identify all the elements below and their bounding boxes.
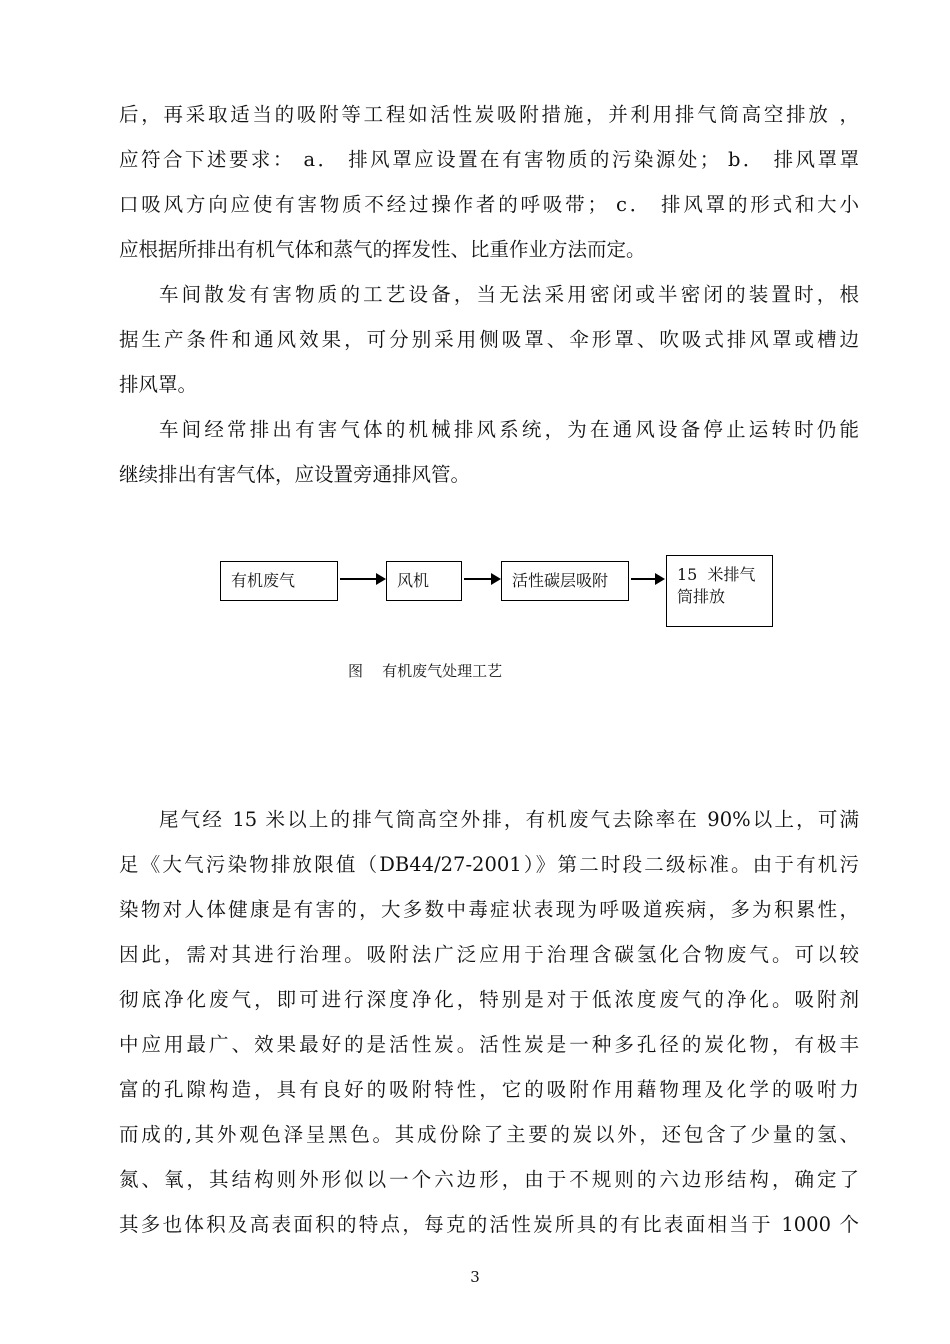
- figure-caption: 图 有机废气处理工艺: [348, 662, 503, 680]
- paragraph-line: 车间经常排出有害气体的机械排风系统，为在通风设备停止运转时仍能: [159, 418, 859, 441]
- flow-box-fan: [386, 561, 462, 601]
- flow-box-stack-discharge: [666, 555, 773, 627]
- flow-arrow-2: [464, 578, 499, 580]
- paragraph-line: 尾气经 15 米以上的排气筒高空外排，有机废气去除率在 90%以上，可满: [159, 808, 859, 831]
- flow-box-organic-waste-gas: [220, 561, 338, 601]
- paragraph-1: [119, 92, 859, 272]
- flow-box-label: 风机: [397, 571, 430, 590]
- paragraph-line: 染物对人体健康是有害的，大多数中毒症状表现为呼吸道疾病，多为积累性，: [119, 898, 859, 921]
- paragraph-line: 氮、氧，其结构则外形似以一个六边形，由于不规则的六边形结构，确定了: [119, 1168, 859, 1191]
- paragraph-line: 富的孔隙构造，具有良好的吸附特性，它的吸附作用藉物理及化学的吸咐力: [119, 1078, 859, 1101]
- paragraph-line: 据生产条件和通风效果，可分别采用侧吸罩、伞形罩、吹吸式排风罩或槽边: [119, 328, 859, 351]
- paragraph-line: 因此，需对其进行治理。吸附法广泛应用于治理含碳氢化合物废气。可以较: [119, 943, 859, 966]
- flow-arrow-3: [631, 578, 663, 580]
- paragraph-line: 后，再采取适当的吸附等工程如活性炭吸附措施，并利用排气筒高空排放 ，: [119, 103, 859, 126]
- paragraph-line: 其多也体积及高表面积的特点，每克的活性炭所具的有比表面相当于 1000 个: [119, 1213, 859, 1236]
- flow-box-activated-carbon-adsorption: [501, 561, 629, 601]
- flow-box-label: 活性碳层吸附: [512, 571, 609, 590]
- paragraph-2: [119, 272, 859, 407]
- paragraph-line: 足《大气污染物排放限值（DB44/27-2001）》第二时段二级标准。由于有机污: [119, 853, 859, 876]
- paragraph-line: 而成的,其外观色泽呈黑色。其成份除了主要的炭以外，还包含了少量的氢、: [119, 1123, 859, 1146]
- paragraph-line: 继续排出有害气体，应设置旁通排风管。: [119, 463, 471, 486]
- flow-arrow-1: [340, 578, 384, 580]
- flow-box-label: 15 米排气: [677, 565, 756, 584]
- paragraph-line: 应符合下述要求： a． 排风罩应设置在有害物质的污染源处； b． 排风罩罩: [119, 148, 859, 171]
- paragraph-line: 彻底净化废气，即可进行深度净化，特别是对于低浓度废气的净化。吸附剂: [119, 988, 859, 1011]
- paragraph-line: 应根据所排出有机气体和蒸气的挥发性、比重作业方法而定。: [119, 238, 646, 261]
- paragraph-3: [119, 407, 859, 497]
- paragraph-line: 中应用最广、效果最好的是活性炭。活性炭是一种多孔径的炭化物，有极丰: [119, 1033, 859, 1056]
- paragraph-line: 车间散发有害物质的工艺设备，当无法采用密闭或半密闭的装置时，根: [159, 283, 859, 306]
- flow-box-label: 有机废气: [231, 571, 296, 590]
- paragraph-line: 口吸风方向应使有害物质不经过操作者的呼吸带； c． 排风罩的形式和大小: [119, 193, 859, 216]
- page-number: 3: [470, 1268, 480, 1286]
- paragraph-4: [119, 797, 859, 1247]
- flow-box-label: 筒排放: [677, 587, 726, 606]
- paragraph-line: 排风罩。: [119, 373, 198, 396]
